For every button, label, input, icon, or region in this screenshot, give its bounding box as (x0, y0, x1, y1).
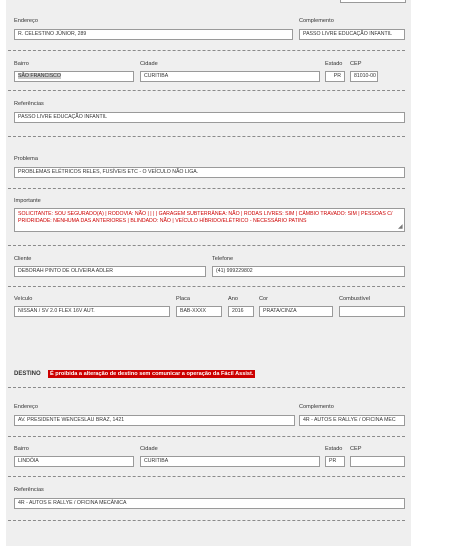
placa-field[interactable]: BAB-XXXX (176, 306, 222, 317)
destino-estado-field[interactable]: PR (325, 456, 345, 467)
divider (8, 136, 405, 137)
divider (8, 436, 405, 437)
divider (8, 90, 405, 91)
cidade-label: Cidade (140, 61, 158, 67)
complemento-field[interactable]: PASSO LIVRE EDUCAÇÃO INFANTIL (299, 29, 405, 40)
importante-text: SOLICITANTE: SOU SEGURADO(A) | RODOVIA: NÃO | | | | GARAGEM SUBTERRÂNEA: NÃO | RODAS LIVRES: SIM | CÂMBIO TRAVADO: SIM | PESSOAS C/ PRIORIDADE: NENHUMA DAS ANTERIORES | BLINDADO: NÃO | VEÍCULO HÍBRIDO/ELÉTRICO - NECESSÁRIO PATINS (18, 211, 393, 224)
problema-field[interactable]: PROBLEMAS ELÉTRICOS RELES, FUSÍVEIS ETC - O VEÍCULO NÃO LIGA. (14, 167, 405, 178)
cliente-field[interactable]: DEBORAH PINTO DE OLIVEIRA ADLER (14, 266, 206, 277)
complemento-label: Complemento (299, 18, 334, 24)
problema-label: Problema (14, 156, 38, 162)
destino-cidade-field[interactable]: CURITIBA (140, 456, 320, 467)
veiculo-field[interactable]: NISSAN / SV 2.0 FLEX 16V AUT. (14, 306, 170, 317)
ano-field[interactable]: 2016 (228, 306, 254, 317)
endereco-label: Endereço (14, 18, 38, 24)
destino-bairro-field[interactable]: LINDÓIA (14, 456, 134, 467)
destino-referencias-field[interactable]: 4R - AUTOS E RALLYE / OFICINA MECÂNICA (14, 498, 405, 509)
destino-cidade-label: Cidade (140, 446, 158, 452)
ano-label: Ano (228, 296, 238, 302)
destino-referencias-label: Referências (14, 487, 44, 493)
importante-label: Importante (14, 198, 41, 204)
divider (8, 387, 405, 388)
divider (8, 476, 405, 477)
telefone-label: Telefone (212, 256, 234, 262)
cidade-field[interactable]: CURITIBA (140, 71, 320, 82)
top-field-remnant[interactable] (340, 0, 406, 3)
destino-complemento-label: Complemento (299, 404, 334, 410)
combustivel-field[interactable] (339, 306, 405, 317)
destino-cep-field[interactable] (350, 456, 405, 467)
divider (8, 188, 405, 189)
resize-grip-icon[interactable]: ◢ (398, 224, 403, 230)
destino-complemento-field[interactable]: 4R - AUTOS E RALLYE / OFICINA MEC (299, 415, 405, 426)
destino-estado-label: Estado (325, 446, 343, 452)
destino-endereco-label: Endereço (14, 404, 38, 410)
bairro-label: Bairro (14, 61, 29, 67)
divider (8, 50, 405, 51)
referencias-label: Referências (14, 101, 44, 107)
telefone-field[interactable]: (41) 999229802 (212, 266, 405, 277)
estado-field[interactable]: PR (325, 71, 345, 82)
destino-bairro-label: Bairro (14, 446, 29, 452)
bairro-value: SÃO FRANCISCO (18, 73, 61, 79)
destino-warning-badge: É proibida a alteração de destino sem comunicar a operação da Fácil Assist. (50, 371, 254, 377)
estado-label: Estado (325, 61, 343, 67)
placa-label: Placa (176, 296, 190, 302)
divider (8, 520, 405, 521)
divider (8, 286, 405, 287)
combustivel-label: Combustível (339, 296, 371, 302)
destino-title: DESTINO (14, 371, 41, 377)
destino-endereco-field[interactable]: AV. PRESIDENTE WENCESLAU BRAZ, 1421 (14, 415, 295, 426)
bairro-field[interactable] (14, 71, 134, 82)
endereco-field[interactable]: R. CELESTINO JÚNIOR, 289 (14, 29, 293, 40)
referencias-field[interactable]: PASSO LIVRE EDUCAÇÃO INFANTIL (14, 112, 405, 123)
cor-field[interactable]: PRATA/CINZA (259, 306, 333, 317)
importante-textarea[interactable] (14, 208, 405, 232)
destino-cep-label: CEP (350, 446, 362, 452)
cliente-label: Cliente (14, 256, 32, 262)
veiculo-label: Veículo (14, 296, 33, 302)
cep-label: CEP (350, 61, 362, 67)
cep-field[interactable]: 81010-00 (350, 71, 378, 82)
divider (8, 245, 405, 246)
cor-label: Cor (259, 296, 269, 302)
